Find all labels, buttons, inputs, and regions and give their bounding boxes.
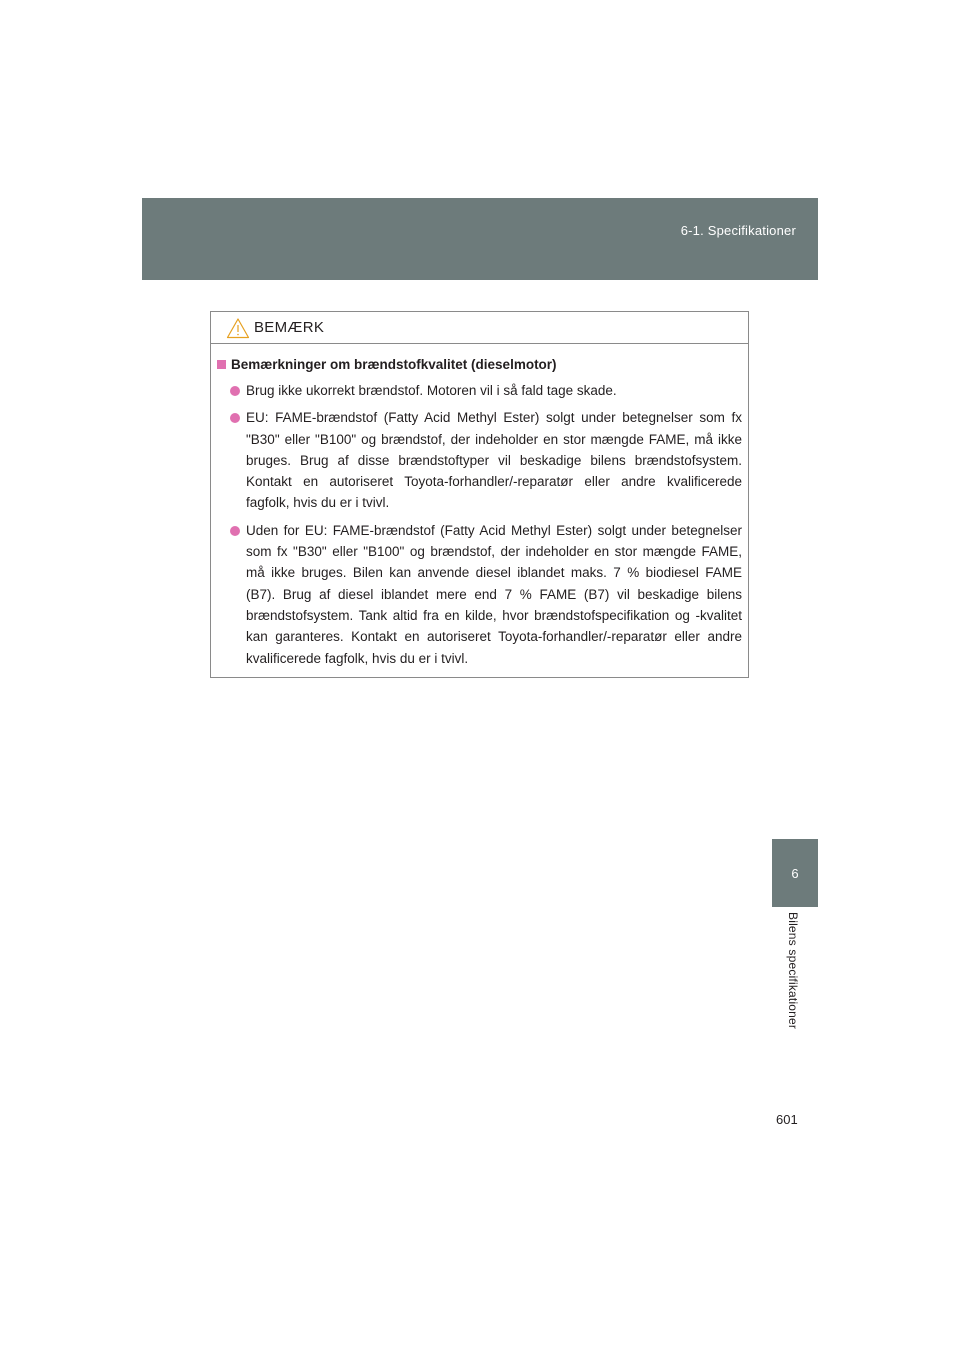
notice-title: BEMÆRK [254,319,325,336]
notice-box [210,311,749,678]
circle-bullet-icon [230,413,240,423]
section-title: 6-1. Specifikationer [680,223,796,238]
chapter-tab [772,839,818,907]
notice-header [211,312,748,344]
list-item-text: Brug ikke ukorrekt brændstof. Motoren vil i så fald tage skade. [246,383,617,398]
list-item-text: EU: FAME-brændstof (Fatty Acid Methyl Ester) solgt under betegnelser som fx "B30" eller "B100" og brændstof, der indeholder en stor mængde FAME, må ikke bruges. Brug af disse brændstoftyper vil beskadige bilens brændstofsystem. Kontakt en autoriseret Toyota-forhandler/-reparatør eller andre kvalificerede fagfolk, hvis du er i tvivl. [246,410,742,511]
list-item [230,380,742,401]
notice-body [211,344,748,669]
chapter-label-area [772,912,818,1060]
list-item-text: Uden for EU: FAME-brændstof (Fatty Acid Methyl Ester) solgt under betegnelser som fx "B30" eller "B100" og brændstof, der indeholder en stor mængde FAME, må ikke bruges. Bilen kan anvende diesel iblandet maks. 7 % biodiesel FAME (B7). Brug af diesel iblandet mere end 7 % FAME (B7) vil beskadige bilens brændstofsystem. Tank altid fra en kilde, hvor brændstofspecifikation og -kvalitet kan garanteres. Kontakt en autoriseret Toyota-forhandler/-reparatør eller andre kvalificerede fagfolk, hvis du er i tvivl. [246,522,742,666]
list-item [230,407,742,513]
chapter-number: 6 [791,866,799,881]
circle-bullet-icon [230,526,240,536]
list-item [230,520,742,669]
section-header-band [142,198,818,280]
circle-bullet-icon [230,386,240,396]
chapter-label: Bilens specifikationer [786,912,800,1030]
notice-subheading [217,354,742,376]
square-bullet-icon [217,360,226,369]
page-number: 601 [776,1112,798,1127]
warning-triangle-icon [226,317,250,339]
notice-subheading-text: Bemærkninger om brændstofkvalitet (dieselmotor) [231,357,557,372]
